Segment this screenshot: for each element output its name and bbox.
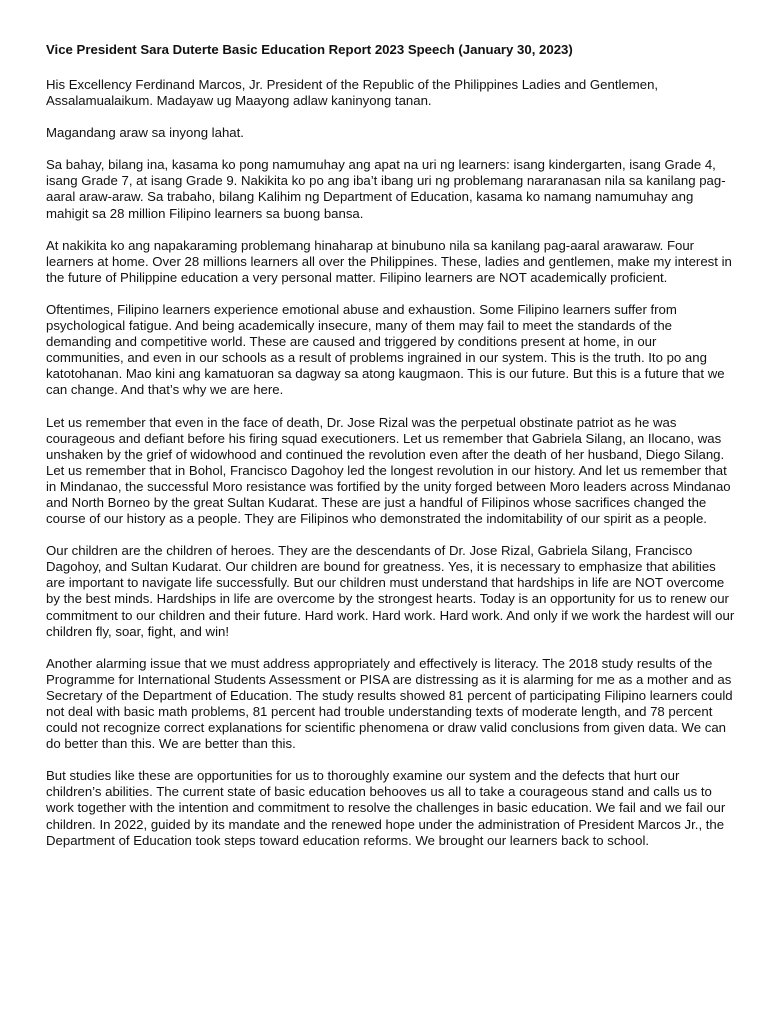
paragraph-learner-struggles: Oftentimes, Filipino learners experience emotional abuse and exhaustion. Some Filipino learners suffer from psychological fatigue. And being academically insecure, many of them may fail to meet the standards of the demanding and competitive world. These are caused and triggered by conditions present at home, in our communities, and even in our schools as a result of problems ingrained in our system. This is the truth. Ito po ang katotohanan. Mao kini ang kamatuoran sa dagway sa atong kaugmaon. This is our future. But this is a future that we can change. And that’s why we are here. <box>46 301 725 398</box>
paragraph-learners-problems: At nakikita ko ang napakaraming problemang hinaharap at binubuno nila sa kanilang pag-aaral arawaraw. Four learners at home. Over 28 millions learners all over the Philippines. These, ladies and gentlemen, make my interest in the future of Philippine education a very personal matter. Filipino learners are NOT academically proficient. <box>46 237 732 285</box>
paragraph-greeting: Magandang araw sa inyong lahat. <box>46 125 244 141</box>
paragraph-salutation: His Excellency Ferdinand Marcos, Jr. President of the Republic of the Philippines Ladies and Gentlemen, Assalamualaikum. Madayaw ug Maayong adlaw kaninyong tanan. <box>46 77 659 109</box>
paragraph-education-reforms: But studies like these are opportunities for us to thoroughly examine our system and the defects that hurt our children’s abilities. The current state of basic education behooves us all to take a courageous stand and calls us to work together with the intention and commitment to resolve the challenges in basic education. We fail and we fail our children. In 2022, guided by its mandate and the renewed hope under the administration of President Marcos Jr., the Department of Education took steps toward education reforms. We brought our learners back to school. <box>46 768 726 848</box>
paragraph-heroes: Let us remember that even in the face of death, Dr. Jose Rizal was the perpetual obstinate patriot as he was courageous and defiant before his firing squad executioners. Let us remember that Gabriela Silang, an Ilocano, was unshaken by the grief of widowhood and continued the revolution even after the death of her husband, Diego Silang. Let us remember that in Bohol, Francisco Dagohoy led the longest revolution in our history. And let us remember that in Mindanao, the successful Moro resistance was fortified by the unity forged between Moro leaders across Mindanao and North Borneo by the great Sultan Kudarat. These are just a handful of Filipinos whose sacrifices changed the course of our history as a people. They are Filipinos who demonstrated the indomitability of our spirit as a people. <box>46 414 731 527</box>
paragraph-literacy-pisa: Another alarming issue that we must address appropriately and effectively is literacy. The 2018 study results of the Programme for International Students Assessment or PISA are distressing as it is alarming for me as a mother and as Secretary of the Department of Education. The study results showed 81 percent of participating Filipino learners could not deal with basic math problems, 81 percent had trouble understanding texts of moderate length, and 78 percent could not recognize correct explanations for scientific phenomena or draw valid conclusions from given data. We can do better than this. We are better than this. <box>46 655 733 752</box>
paragraph-children-of-heroes: Our children are the children of heroes. They are the descendants of Dr. Jose Rizal, Gabriela Silang, Francisco Dagohoy, and Sultan Kudarat. Our children are bound for greatness. Yes, it is necessary to emphasize that abilities are important to navigate life successfully. But our children must understand that hardships in life are NOT overcome by the best minds. Hardships in life are overcome by the strongest hearts. Today is an opportunity for us to renew our commitment to our children and their future. Hard work. Hard work. Hard work. And only if we work the hardest will our children fly, soar, fight, and win! <box>46 543 735 639</box>
document-page <box>46 42 736 865</box>
paragraph-home-and-work: Sa bahay, bilang ina, kasama ko pong namumuhay ang apat na uri ng learners: isang kindergarten, isang Grade 4, isang Grade 7, at isang Grade 9. Nakikita ko po ang iba’t ibang uri ng problemang nararanasan nila sa kanilang pag-aaral araw-araw. Sa trabaho, bilang Kalihim ng Department of Education, kasama ko namang namumuhay ang mahigit sa 28 million Filipino learners sa buong bansa. <box>46 157 726 221</box>
document-title: Vice President Sara Duterte Basic Education Report 2023 Speech (January 30, 2023) <box>46 42 573 57</box>
